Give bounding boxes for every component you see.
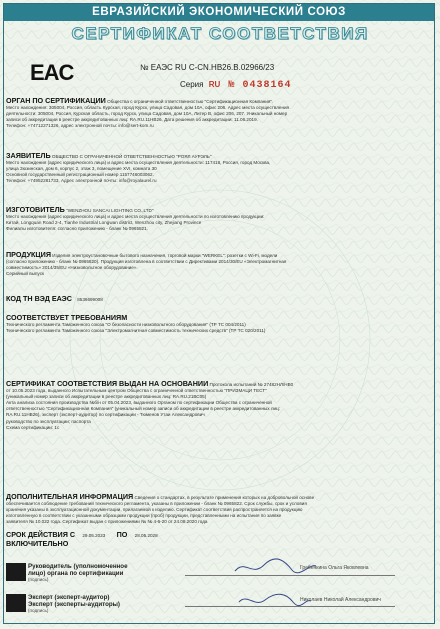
head-title-2: лицо) органа по сертификации [28, 570, 124, 577]
organ-heading: ОРГАН ПО СЕРТИФИКАЦИИ [6, 96, 106, 105]
applicant-line-5: Телефон: +74952281733, Адрес электронной почты: info@royalaurel.ru [6, 178, 157, 184]
validity-from: 29.05.2023 [82, 533, 106, 538]
applicant-line-3: улица Зюзинская, дом 6, корпус 2, этаж 3, помещение XVI, комната 30 [6, 166, 157, 172]
basis-line-8: Схема сертификации: 1с [6, 424, 60, 430]
validity-to-label: ПО [116, 530, 128, 539]
tnved-section [6, 294, 432, 303]
manufacturer-line-3: Китай, Longquan Road 2-4, Tianhe Industrial Longwan district, Wenzhou city, Zhejiang Province [6, 220, 202, 226]
additional-line-4: изготовленную в соответствии с указанными образцами продукции (проб) продукции, представленными на испытания по заявке [6, 513, 282, 519]
organ-line-1: Общества с ограниченной ответственностью "Сертификационная Компания". [107, 99, 274, 104]
basis-line-2: от 10.05.2023 года, выданного Испытательным центром Общества с ограниченной ответственностью "ПРИЗМАЦИ ТЕСТ" [6, 388, 267, 394]
series-code: RU [208, 80, 221, 89]
additional-line-1: Сведения о стандартах, в результате применения которых на добровольной основе [134, 495, 315, 500]
union-banner: ЕВРАЗИЙСКИЙ ЭКОНОМИЧЕСКИЙ СОЮЗ [4, 4, 434, 21]
head-sub: (подпись) [28, 577, 49, 582]
additional-line-3: хранения указаны в эксплуатационной документации, прилагаемой к изделию. Сертификат соответствия распространяется на продукцию [6, 507, 303, 513]
manufacturer-line-4: Филиалы изготовителя: согласно приложению - бланк № 0965821. [6, 226, 148, 232]
head-name: Гребенкина Ольга Яковлевна [300, 565, 369, 571]
requirements-heading: СООТВЕТСТВУЕТ ТРЕБОВАНИЯМ [6, 313, 128, 322]
product-heading: ПРОДУКЦИЯ [6, 250, 52, 259]
applicant-line-4: Основной государственный регистрационный номер 1157746003062. [6, 172, 154, 178]
manufacturer-section [6, 205, 432, 232]
additional-heading: ДОПОЛНИТЕЛЬНАЯ ИНФОРМАЦИЯ [6, 492, 134, 501]
organ-line-2: Место нахождения: 305004, Россия, область Курская, город Курск, улица Садовая, дом 10А, офис 206. Адрес места осуществления [6, 105, 290, 111]
organ-line-3: деятельности: 305004, Россия, Курская область, город Курск, улица Садовая, дом 10А, Литер В, офис 206, 207. Уникальный номер [6, 111, 288, 117]
basis-line-1: Протокола испытаний № 27482НЛ/НВ0 [209, 382, 294, 387]
manufacturer-line-1: "WENZHOU SANCAI LIGHTING CO.,LTD" [66, 208, 154, 213]
product-line-2: (согласно приложению - бланк № 0965820). Продукция изготовлена в соответствии с Директивами 2014/30/EU «Электромагнитная [6, 259, 287, 265]
document-title: СЕРТИФИКАТ СООТВЕТСТВИЯ [71, 24, 369, 43]
registration-number: № ЕАЭС RU С-CN.НВ26.В.02966/23 [140, 63, 275, 72]
basis-line-4: Акта анализа состояния производства №б/н от 05.04.2023, выданного Органом по сертификации Общества с ограниченной [6, 400, 272, 406]
blank-number: № 0438164 [228, 80, 292, 91]
tnved-value: 8536699008 [77, 297, 103, 302]
organ-line-4: записи об аккредитации в реестре аккредитованных лиц: RA.RU.11НВ26. Дата решения об аккредитации: 11.06.2019. [6, 117, 258, 123]
validity-section [6, 530, 432, 548]
head-signature-line [185, 575, 395, 576]
expert-title: Эксперт (эксперт-аудитор) [28, 594, 110, 601]
product-line-4: Серийный выпуск [6, 271, 45, 277]
series-label: Серия [180, 80, 204, 89]
head-title: Руководитель (уполномоченное [28, 563, 128, 570]
validity-heading: СРОК ДЕЙСТВИЯ С [6, 530, 76, 539]
basis-line-3: (уникальный номер записи об аккредитации в реестре аккредитованных лиц: RA.RU.21ВС05) [6, 394, 207, 400]
head-signatory-block [28, 563, 128, 582]
organ-section [6, 96, 432, 129]
basis-line-5: ответственностью "Сертификационная Компания" (уникальный номер записи об аккредитации в реестре аккредитованных лиц: [6, 406, 281, 412]
expert-qr-icon [6, 594, 26, 612]
product-section [6, 250, 432, 277]
manufacturer-heading: ИЗГОТОВИТЕЛЬ [6, 205, 65, 214]
applicant-heading: ЗАЯВИТЕЛЬ [6, 151, 51, 160]
product-line-1: Изделия электроустановочные бытового назначения, торговой марки "WERKEL": розетки с Wi-Fi, модели [52, 253, 278, 258]
expert-signature-line [185, 606, 395, 607]
series-line [180, 80, 292, 91]
applicant-line-2: Место нахождения (адрес юридического лица) и адрес места осуществления деятельности: 117418, Россия, город Москва, [6, 160, 271, 166]
eac-mark-text: EAC [30, 60, 74, 85]
additional-line-2: обеспечивается соблюдение требований технического регламента, указаны в приложении - бланк № 0965822. Срок службы, срок и условия [6, 501, 307, 507]
requirements-line-1: Технического регламента Таможенного союза "О безопасности низковольтного оборудования" (ТР ТС 004/2011) [6, 322, 246, 327]
expert-signatory-block [28, 594, 120, 613]
applicant-section [6, 151, 432, 184]
validity-to: 28.05.2028 [134, 533, 158, 538]
eac-mark-icon [30, 58, 74, 85]
manufacturer-line-2: Место нахождения (адрес юридического лица) и адрес места осуществления деятельности по изготовлению продукции: [6, 214, 265, 220]
expert-name: Николаев Николай Александрович [300, 597, 381, 603]
expert-sub: (подпись) [28, 608, 49, 613]
basis-heading: СЕРТИФИКАТ СООТВЕТСТВИЯ ВЫДАН НА ОСНОВАНИИ [6, 379, 209, 388]
applicant-line-1: ОБЩЕСТВО С ОГРАНИЧЕННОЙ ОТВЕТСТВЕННОСТЬЮ "РОЯЛ АУРЭЛЬ" [51, 154, 212, 159]
signature-qr-icon [6, 563, 26, 581]
requirements-line-2: Технического регламента Таможенного союза "Электромагнитная совместимость технических средств" (ТР ТС 020/2011) [6, 328, 266, 334]
tnved-heading: КОД ТН ВЭД ЕАЭС [6, 294, 72, 303]
basis-section [6, 379, 432, 431]
organ-line-5: Телефон: +74712271326, адрес электронной почты: info@sert-kom.ru [6, 123, 154, 129]
product-line-3: совместимость» 2014/35/EU «Низковольтное оборудование». [6, 265, 138, 271]
additional-section [6, 492, 432, 525]
basis-line-6: RA.RU.11НВ26), эксперт (эксперт-аудитор) по сертификации - Тюменов Утаи Александрович [6, 412, 205, 418]
validity-inclusive: ВКЛЮЧИТЕЛЬНО [6, 539, 69, 549]
additional-line-5: заявителя № 10.022 года. Сертификат выдан с приложениями № № 4-6-20 от 24.08.2020 года [6, 519, 208, 525]
expert-title-2: Эксперт (эксперты-аудиторы) [28, 601, 120, 608]
requirements-section [6, 313, 432, 334]
basis-line-7: руководство по эксплуатации; паспорта [6, 418, 91, 424]
